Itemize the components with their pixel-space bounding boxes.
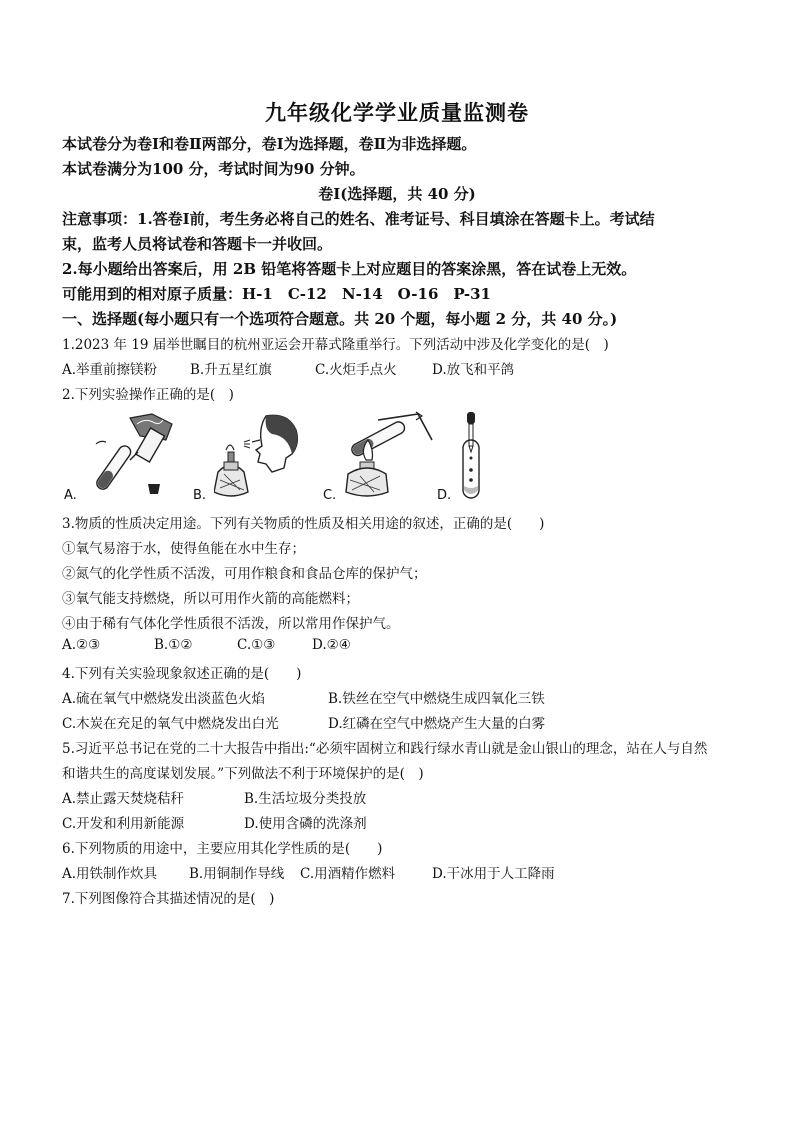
q3-option-b: B.①② [154, 637, 193, 653]
q3-stem: 3.物质的性质决定用途。下列有关物质的性质及相关用途的叙述，正确的是( ) [62, 516, 545, 532]
q5-option-b: B.生活垃圾分类投放 [244, 791, 367, 807]
q5-stem-line-2: 和谐共生的高度谋划发展。”下列做法不利于环境保护的是( ) [62, 766, 424, 782]
q3-item-3: ③氧气能支持燃烧，所以可用作火箭的高能燃料； [62, 591, 359, 607]
page-title: 九年级化学学业质量监测卷 [265, 100, 529, 125]
figure-c-label: C. [323, 488, 337, 503]
q4-option-a: A.硫在氧气中燃烧发出淡蓝色火焰 [62, 691, 266, 707]
q1-option-c: C.火炬手点火 [315, 362, 397, 378]
figure-a-label: A. [64, 488, 77, 503]
q5-option-d: D.使用含磷的洗涤剂 [244, 816, 367, 832]
q6-option-d: D.干冰用于人工降雨 [432, 866, 555, 882]
q5-stem-line-1: 5.习近平总书记在党的二十大报告中指出:“必须牢固树立和践行绿水青山就是金山银山的理念，站在人与自然 [62, 741, 708, 757]
figure-d-dropper-tube [452, 410, 492, 502]
q4-option-b: B.铁丝在空气中燃烧生成四氧化三铁 [328, 691, 545, 707]
q6-option-b: B.用铜制作导线 [189, 866, 285, 882]
intro-line-1: 本试卷分为卷Ⅰ和卷Ⅱ两部分，卷Ⅰ为选择题，卷Ⅱ为非选择题。 [62, 135, 477, 153]
q5-option-a: A.禁止露天焚烧秸秆 [62, 791, 185, 807]
q3-item-2: ②氮气的化学性质不活泼，可用作粮食和食品仓库的保护气； [62, 566, 427, 582]
q3-option-a: A.②③ [62, 637, 101, 653]
notes-line-1: 注意事项：1.答卷Ⅰ前，考生务必将自己的姓名、准考证号、科目填涂在答题卡上。考试结 [62, 210, 655, 228]
intro-line-2: 本试卷满分为100 分，考试时间为90 分钟。 [62, 160, 365, 178]
q3-item-1: ①氧气易溶于水，使得鱼能在水中生存； [62, 541, 305, 557]
q1-option-d: D.放飞和平鸽 [432, 362, 515, 378]
figure-b-label: B. [193, 488, 207, 503]
figure-b-blowing-lamp [214, 410, 314, 502]
figure-c-heating-tube [340, 410, 440, 502]
figure-a-pouring-liquid [82, 410, 192, 502]
q7-stem: 7.下列图像符合其描述情况的是( ) [62, 891, 275, 907]
q2-stem: 2.下列实验操作正确的是( ) [62, 387, 234, 403]
q1-stem: 1.2023 年 19 届举世瞩目的杭州亚运会开幕式隆重举行。下列活动中涉及化学变化的是( ) [62, 337, 609, 353]
q3-option-c: C.①③ [237, 637, 276, 653]
q6-option-c: C.用酒精作燃料 [300, 866, 396, 882]
q6-option-a: A.用铁制作炊具 [62, 866, 158, 882]
q1-option-a: A.举重前擦镁粉 [62, 362, 158, 378]
q1-option-b: B.升五星红旗 [190, 362, 272, 378]
atomic-masses: 可能用到的相对原子质量：H-1 C-12 N-14 O-16 P-31 [62, 285, 491, 303]
q3-option-d: D.②④ [312, 637, 351, 653]
q4-stem: 4.下列有关实验现象叙述正确的是( ) [62, 666, 302, 682]
q4-option-c: C.木炭在充足的氧气中燃烧发出白光 [62, 716, 279, 732]
notes-line-3: 2.每小题给出答案后，用 2B 铅笔将答题卡上对应题目的答案涂黑，答在试卷上无效。 [62, 260, 637, 278]
q4-option-d: D.红磷在空气中燃烧产生大量的白雾 [328, 716, 546, 732]
part-heading: 一、选择题(每小题只有一个选项符合题意。共 20 个题，每小题 2 分，共 40 分。) [62, 310, 618, 328]
figure-d-label: D. [437, 488, 452, 503]
q6-stem: 6.下列物质的用途中，主要应用其化学性质的是( ) [62, 841, 383, 857]
q3-item-4: ④由于稀有气体化学性质很不活泼，所以常用作保护气。 [62, 616, 400, 632]
section-title: 卷Ⅰ(选择题，共 40 分) [318, 185, 476, 203]
notes-line-2: 束，监考人员将试卷和答题卡一并收回。 [62, 235, 333, 253]
q5-option-c: C.开发和利用新能源 [62, 816, 185, 832]
